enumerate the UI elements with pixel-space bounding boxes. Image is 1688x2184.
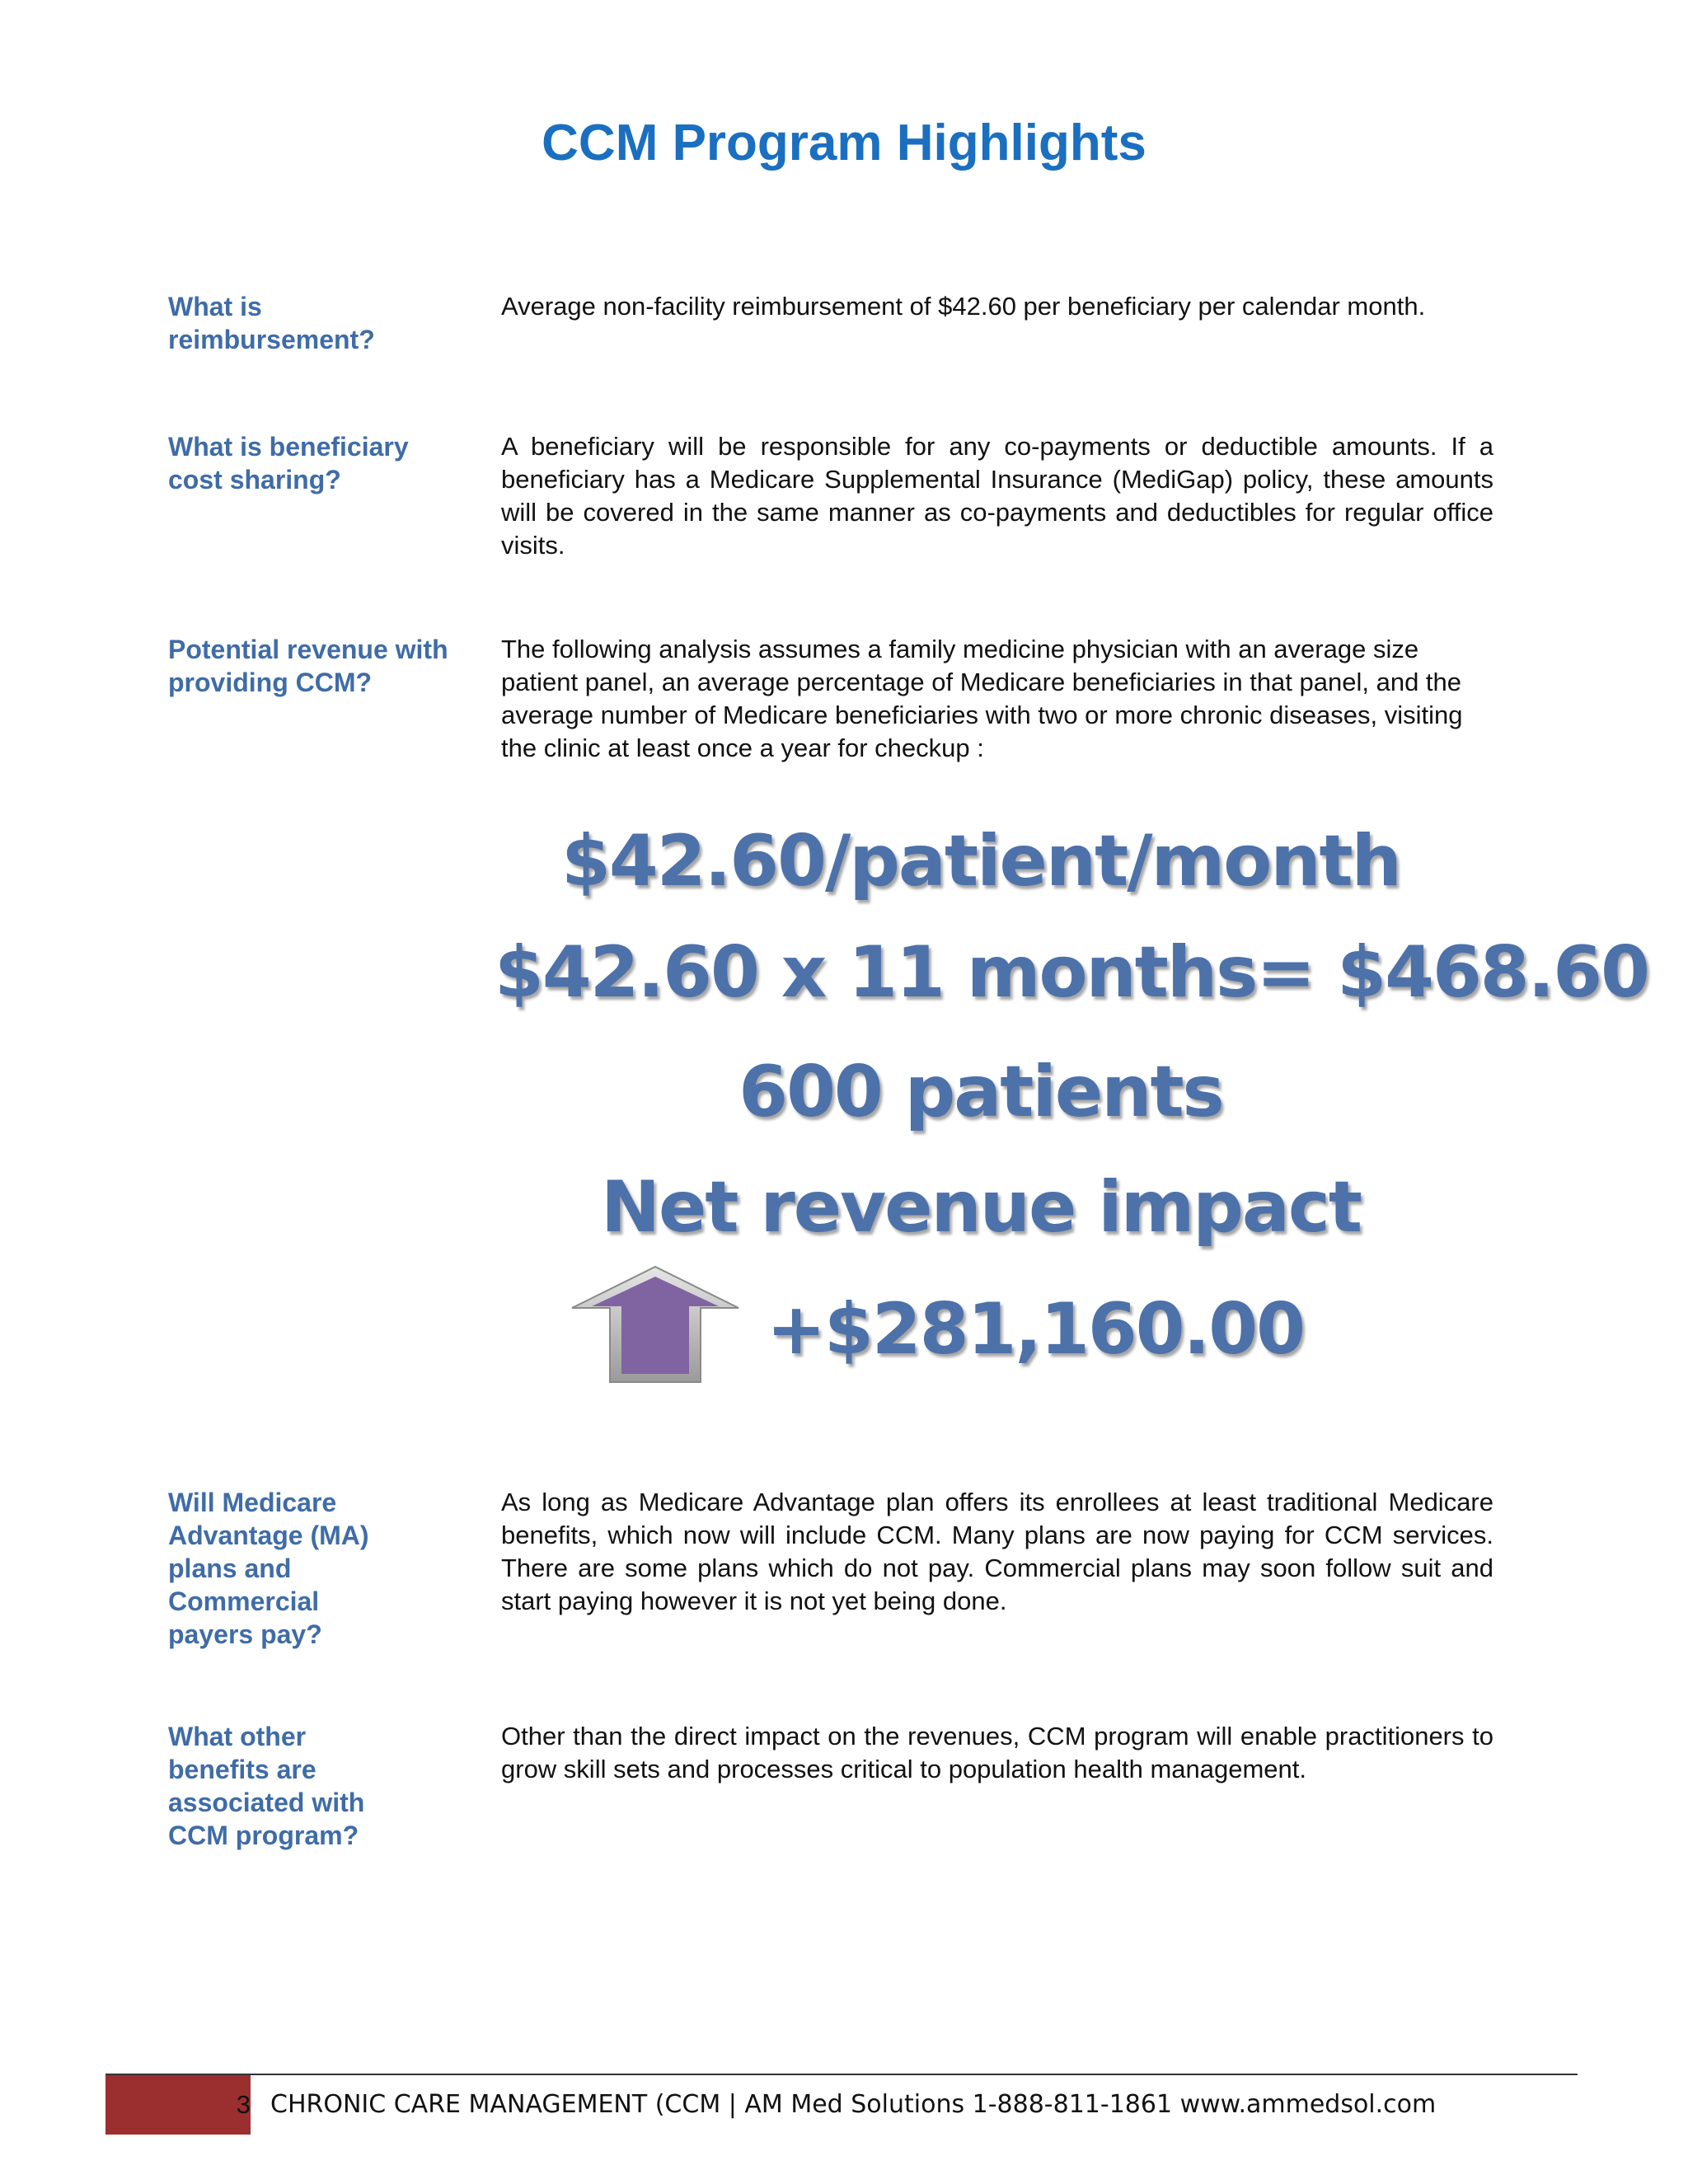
graphic-line-annual: $42.60 x 11 months= $468.60 [495, 931, 1648, 1014]
graphic-line-net-value: +$281,160.00 [767, 1288, 1304, 1371]
revenue-graphic [495, 820, 1648, 1397]
question-label: What other benefits are associated with CCM program? [168, 1722, 365, 1850]
graphic-line-rate: $42.60/patient/month [561, 820, 1400, 902]
answer-text: As long as Medicare Advantage plan offers its enrollees at least traditional Medicare benefits, which now will include CCM. Many plans are now paying for CCM services. There are some plans which do not pay. Commercial plans may soon follow suit and start paying however it is not yet being done. [501, 1488, 1493, 1615]
footer-page-number: 3 [236, 2090, 251, 2119]
qa-section-reimbursement [168, 290, 1495, 364]
qa-section-other-benefits [168, 1720, 1495, 1860]
graphic-line-patients: 600 patients [738, 1051, 1223, 1133]
qa-section-potential-revenue [168, 633, 1495, 773]
footer-text: CHRONIC CARE MANAGEMENT (CCM | AM Med Solutions 1-888-811-1861 www.ammedsol.com [270, 2090, 1437, 2119]
question-label: What is beneficiary cost sharing? [168, 432, 409, 494]
up-arrow-icon [569, 1262, 742, 1385]
graphic-line-net-label: Net revenue impact [601, 1166, 1361, 1249]
question-label: Potential revenue with providing CCM? [168, 635, 448, 697]
answer-text: A beneficiary will be responsible for any co-payments or deductible amounts. If a beneficiary has a Medicare Supplemental Insurance (MediGap) policy, these amounts will be covered in the same manner as co-payments and deductibles for regular office visits. [501, 432, 1493, 560]
qa-section-cost-sharing [168, 430, 1495, 570]
question-label: Will Medicare Advantage (MA) plans and Commercial payers pay? [168, 1488, 369, 1649]
answer-text: Other than the direct impact on the revenues, CCM program will enable practitioners to grow skill sets and processes critical to population health management. [501, 1722, 1493, 1783]
answer-text: Average non-facility reimbursement of $42.60 per beneficiary per calendar month. [501, 292, 1426, 321]
question-label: What is reimbursement? [168, 292, 375, 354]
answer-text: The following analysis assumes a family medicine physician with an average size patient panel, an average percentage of Medicare beneficiaries in that panel, and the average number of Medicare beneficiaries with two or more chronic diseases, visiting the clinic at least once a year for checkup : [501, 635, 1463, 762]
qa-section-medicare-advantage [168, 1486, 1495, 1659]
page-title: CCM Program Highlights [542, 115, 1146, 171]
